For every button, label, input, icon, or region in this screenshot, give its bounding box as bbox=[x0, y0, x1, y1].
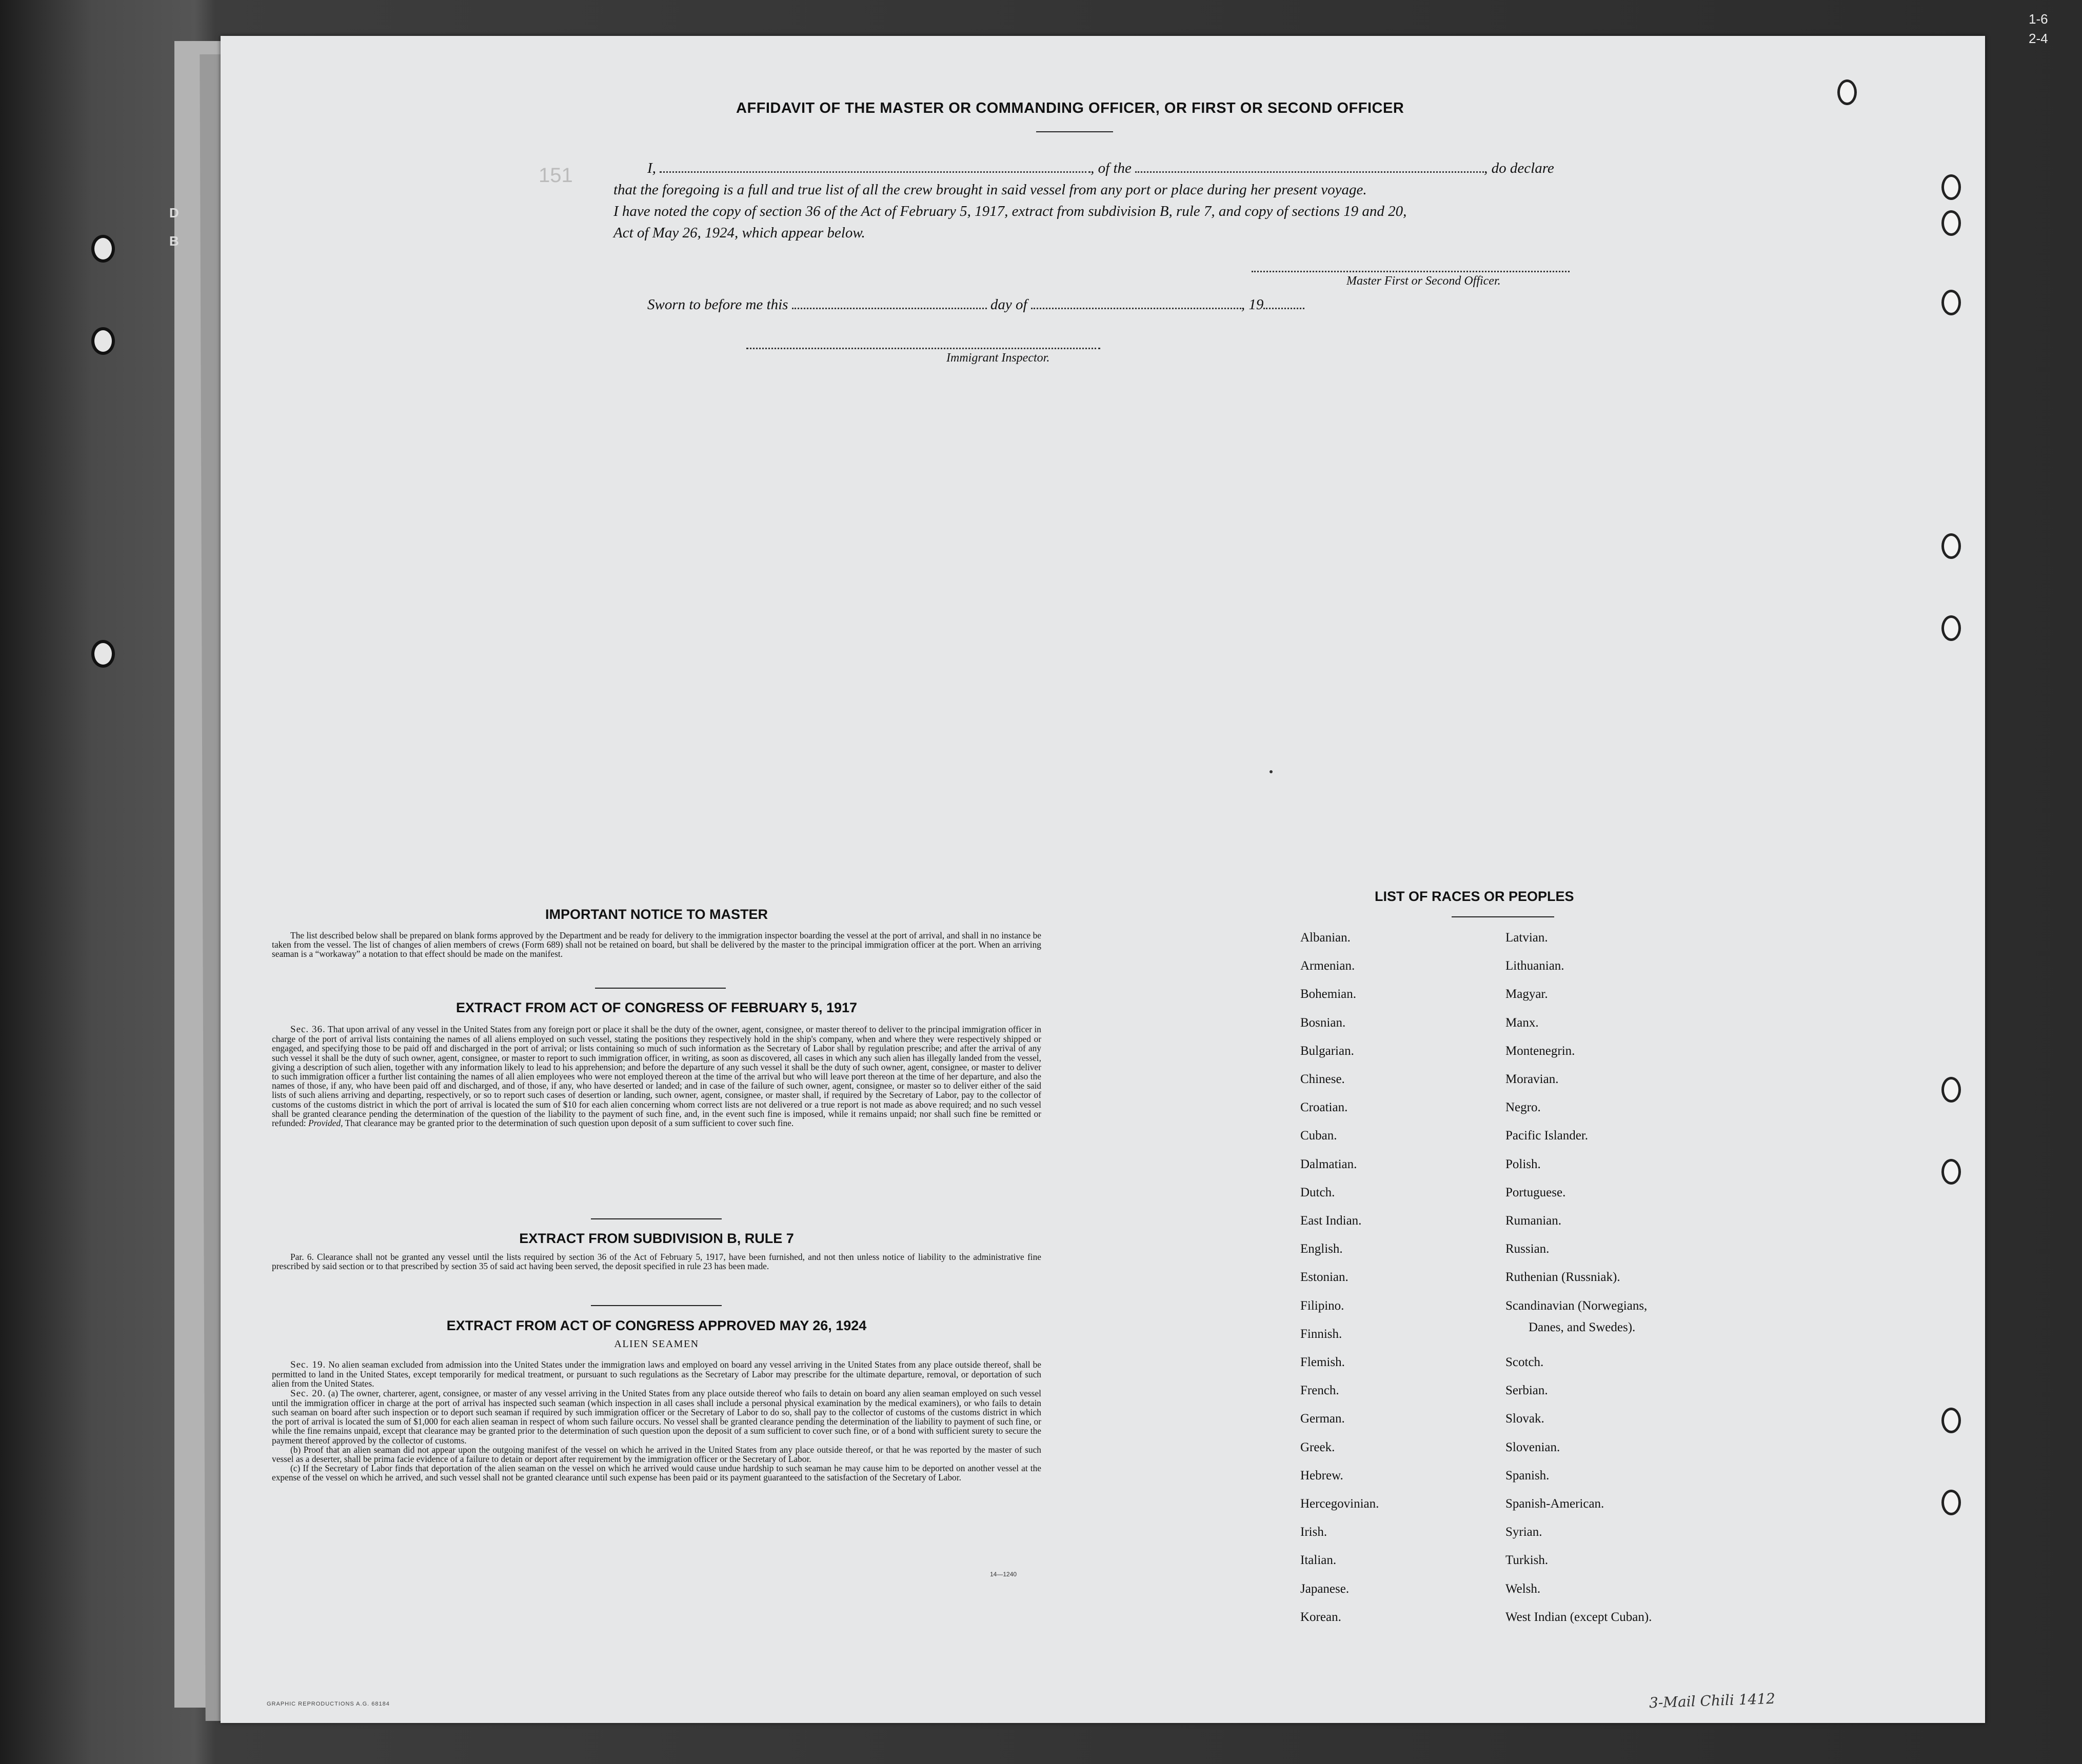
side-letter-d: D bbox=[169, 205, 179, 221]
race-item: Magyar. bbox=[1505, 987, 1548, 1001]
race-item: Moravian. bbox=[1505, 1072, 1559, 1086]
affidavit-line-2: that the foregoing is a full and true list of all the crew brought in said vessel from any port or place during her present voyage. bbox=[613, 182, 1367, 198]
race-item: Croatian. bbox=[1300, 1100, 1348, 1114]
sworn-line: Sworn to before me this day of , 19 bbox=[647, 296, 1304, 313]
rule7-title: EXTRACT FROM SUBDIVISION B, RULE 7 bbox=[519, 1231, 794, 1246]
race-item: French. bbox=[1300, 1384, 1339, 1397]
binder-hole bbox=[91, 640, 115, 668]
race-item: Polish. bbox=[1505, 1157, 1541, 1171]
race-item: Estonian. bbox=[1300, 1270, 1349, 1284]
corner-note: 1-6 bbox=[2029, 11, 2048, 27]
punch-hole bbox=[1941, 615, 1961, 641]
extract-1917-title: EXTRACT FROM ACT OF CONGRESS OF FEBRUARY 5, 1917 bbox=[455, 1000, 858, 1015]
race-item: Irish. bbox=[1300, 1525, 1327, 1539]
master-signature-line[interactable] bbox=[1252, 271, 1570, 272]
race-item: East Indian. bbox=[1300, 1214, 1362, 1228]
race-item: Pacific Islander. bbox=[1505, 1129, 1589, 1142]
race-item: Slovak. bbox=[1505, 1412, 1544, 1426]
sworn-day-blank[interactable] bbox=[792, 306, 987, 309]
section-rule bbox=[591, 1218, 722, 1219]
punch-hole bbox=[1941, 1159, 1961, 1185]
punch-hole bbox=[1941, 1077, 1961, 1102]
race-item: Manx. bbox=[1505, 1016, 1539, 1030]
master-signature-caption: Master First or Second Officer. bbox=[1346, 274, 1501, 288]
section-rule bbox=[591, 1305, 722, 1306]
race-item-scandinavian-cont: Danes, and Swedes). bbox=[1529, 1320, 1636, 1334]
race-item: Russian. bbox=[1505, 1242, 1550, 1256]
race-item: Bulgarian. bbox=[1300, 1044, 1354, 1058]
punch-hole bbox=[1941, 533, 1961, 559]
race-item: Latvian. bbox=[1505, 931, 1548, 945]
notice-text: The list described below shall be prepared on blank forms approved by the Department and be ready for delivery to the immigration inspector boarding the vessel at the port of arrival, and shall in no instance be taken from the vessel. The list of changes of alien members of crews (Form 689) shall not be retained on board, but shall be delivered by the master to the principal immigration officer at the port. When an arriving seaman is a “workaway” a notation to that effect should be made on the manifest. bbox=[272, 930, 1041, 959]
race-item: Ruthenian (Russniak). bbox=[1505, 1270, 1620, 1284]
sworn-year-blank[interactable] bbox=[1263, 306, 1304, 309]
race-item: Syrian. bbox=[1505, 1525, 1542, 1539]
binder-hole bbox=[91, 235, 115, 263]
name-blank[interactable] bbox=[660, 169, 1090, 173]
form-code: 14—1240 bbox=[990, 1571, 1017, 1578]
punch-hole bbox=[1941, 210, 1961, 236]
race-item: Flemish. bbox=[1300, 1355, 1345, 1369]
race-item: Scotch. bbox=[1505, 1355, 1544, 1369]
punch-hole bbox=[1941, 1408, 1961, 1433]
title-rule bbox=[1036, 131, 1113, 132]
race-item: Spanish. bbox=[1505, 1469, 1550, 1482]
sworn-month-blank[interactable] bbox=[1031, 306, 1241, 309]
side-letter-b: B bbox=[169, 233, 179, 249]
punch-hole bbox=[1941, 174, 1961, 200]
binder-hole bbox=[91, 327, 115, 355]
race-item: Chinese. bbox=[1300, 1072, 1345, 1086]
race-item: Hebrew. bbox=[1300, 1469, 1343, 1482]
race-item: Korean. bbox=[1300, 1610, 1341, 1624]
race-item: Bohemian. bbox=[1300, 987, 1357, 1001]
race-item: Slovenian. bbox=[1505, 1440, 1560, 1454]
race-item: Dutch. bbox=[1300, 1186, 1335, 1199]
corner-note: 2-4 bbox=[2029, 31, 2048, 46]
punch-hole bbox=[1837, 79, 1857, 105]
race-item: Greek. bbox=[1300, 1440, 1335, 1454]
race-item: Italian. bbox=[1300, 1553, 1337, 1567]
section-rule bbox=[595, 988, 726, 989]
faded-stamp-number: 151 bbox=[539, 164, 573, 187]
inspector-signature-caption: Immigrant Inspector. bbox=[946, 351, 1050, 365]
printer-mark: GRAPHIC REPRODUCTIONS A.G. 68184 bbox=[267, 1701, 390, 1707]
alien-seamen-subtitle: ALIEN SEAMEN bbox=[614, 1338, 699, 1350]
race-item: Serbian. bbox=[1505, 1384, 1548, 1397]
race-item: Bosnian. bbox=[1300, 1016, 1346, 1030]
race-item: English. bbox=[1300, 1242, 1343, 1256]
race-item: Japanese. bbox=[1300, 1582, 1350, 1596]
race-item: Montenegrin. bbox=[1505, 1044, 1575, 1058]
affidavit-line-4: Act of May 26, 1924, which appear below. bbox=[613, 225, 865, 241]
punch-hole bbox=[1941, 290, 1961, 315]
race-item: Negro. bbox=[1505, 1100, 1541, 1114]
punch-hole bbox=[1941, 1490, 1961, 1515]
race-item: Filipino. bbox=[1300, 1299, 1344, 1313]
race-item: Finnish. bbox=[1300, 1327, 1342, 1341]
race-item: Spanish-American. bbox=[1505, 1497, 1604, 1511]
race-item: Welsh. bbox=[1505, 1582, 1541, 1596]
extract-1917-text: Sec. 36. That upon arrival of any vessel in the United States from any foreign port or place it shall be the duty of the owner, agent, consignee, or master thereof to deliver to the principal immigration officer in charge of the port of arrival lists containing the names of all aliens employed on such vessel, stating the positions they respectively hold in the ship's company, when and where they were respectively shipped or engaged, and specifying those to be paid off and discharged in the port of arrival; or lists containing so much of such information as the Secretary of Labor shall by regulation prescribe; and after the arrival of any such vessel it shall be the duty of such owner, agent, consignee, or master to report to such immigration officer, in writing, as soon as discovered, all cases in which any such alien has illegally landed from the vessel, giving a description of such alien, together with any information likely to lead to his apprehension; and before the departure of any such vessel it shall be the duty of such owner, agent, consignee, or master to deliver to such immigration officer a further list containing the names of all alien employees who were not employed thereon at the time of the arrival but who will leave port thereon at the time of her departure, and also the names of those, if any, who have been paid off and discharged, and of those, if any, who have deserted or landed; and in case of the failure of such owner, agent, consignee, or master so to deliver either of the said lists of such aliens arriving and departing, respectively, or so to report such cases of desertion or landing, such owner, agent, consignee, or master shall, if required by the Secretary of Labor, pay to the collector of customs of the customs district in which the port of arrival is located the sum of $10 for each alien concerning whom correct lists are not delivered or a true report is not made as above required; and no such vessel shall be granted clearance pending the determination of the question of the liability to the payment of such fine, and, in the event such fine is imposed, while it remains unpaid; nor shall such fine be remitted or refunded: Provided, That clearance may be granted prior to the determination of such question upon deposit of a sum sufficient to cover such fine. bbox=[272, 1024, 1041, 1129]
extract-1924-title: EXTRACT FROM ACT OF CONGRESS APPROVED MAY 26, 1924 bbox=[446, 1318, 867, 1333]
race-item: Rumanian. bbox=[1505, 1214, 1562, 1228]
extract-1924-text: Sec. 19. No alien seaman excluded from admission into the United States under the immigration laws and employed on board any vessel arriving in the United States from any place outside thereof, shall be permitted to land in the United States, except temporarily for medical treatment, or pursuant to such regulations as the Secretary of Labor may prescribe for the ultimate departure, removal, or deportation of such alien from the United States. Sec. 20. (a) The owner, charterer, agent, consignee, or master of any vessel arriving in the United States from any place outside thereof who fails to detain on board any alien seaman employed on such vessel until the immigration officer in charge at the port of arrival has inspected such seaman (which inspection in all cases shall include a personal physical examination by the medical examiners), or who fails to detain such seaman on board after such inspection or to deport such seaman if required by such immigration officer or the Secretary of Labor to do so, shall pay to the collector of customs of the customs district in which the port of arrival is located the sum of $1,000 for each alien seaman in respect of whom such failure occurs. No vessel shall be granted clearance pending the determination of the liability to payment of such fine, or while the fine remains unpaid, except that clearance may be granted prior to the determination of such question upon the deposit of a sum sufficient to cover such fine, or of a bond with sufficient surety to secure the payment thereof approved by the collector of customs. (b) Proof that an alien seaman did not appear upon the outgoing manifest of the vessel on which he arrived in the United States from any place outside thereof, or that he was reported by the master of such vessel as a deserter, shall be prima facie evidence of a failure to detain or deport after requirement by the immigration officer or the Secretary of Labor. (c) If the Secretary of Labor finds that deportation of the alien seaman on the vessel on which he arrived would cause undue hardship to such seaman he may cause him to be deported on another vessel at the expense of the vessel on which he arrived, and such vessel shall not be granted clearance until such expense has been paid or its payment guaranteed to the satisfaction of the Secretary of Labor. bbox=[272, 1359, 1041, 1483]
inspector-signature-line[interactable] bbox=[746, 348, 1100, 349]
race-item: Armenian. bbox=[1300, 959, 1355, 973]
affidavit-title: AFFIDAVIT OF THE MASTER OR COMMANDING OFFICER, OR FIRST OR SECOND OFFICER bbox=[736, 100, 1404, 116]
races-title-rule bbox=[1452, 916, 1554, 917]
rule7-text: Par. 6. Clearance shall not be granted any vessel until the lists required by section 36 of the Act of February 5, 1917, have been furnished, and not then unless notice of liability to the administrative fine prescribed by said section or to that prescribed by section 35 of said act having been served, the deposit specified in rule 23 has been made. bbox=[272, 1252, 1041, 1272]
race-item: Lithuanian. bbox=[1505, 959, 1564, 973]
race-item: West Indian (except Cuban). bbox=[1505, 1610, 1652, 1624]
race-item: Portuguese. bbox=[1505, 1186, 1566, 1199]
race-item: Scandinavian (Norwegians, bbox=[1505, 1299, 1648, 1313]
race-item: Cuban. bbox=[1300, 1129, 1337, 1142]
affidavit-line-1: I, , of the , do declare bbox=[647, 160, 1554, 176]
race-item: Dalmatian. bbox=[1300, 1157, 1357, 1171]
race-item: Albanian. bbox=[1300, 931, 1351, 945]
race-item: German. bbox=[1300, 1412, 1345, 1426]
vessel-blank[interactable] bbox=[1135, 169, 1484, 173]
races-title: LIST OF RACES OR PEOPLES bbox=[1375, 889, 1574, 904]
affidavit-line-3: I have noted the copy of section 36 of the Act of February 5, 1917, extract from subdivision B, rule 7, and copy of sections 19 and 20, bbox=[613, 203, 1407, 219]
race-item: Hercegovinian. bbox=[1300, 1497, 1379, 1511]
notice-title: IMPORTANT NOTICE TO MASTER bbox=[545, 907, 768, 922]
stray-mark bbox=[1270, 770, 1273, 773]
handwritten-note: 3-Mail Chili 1412 bbox=[1649, 1690, 1776, 1712]
race-item: Turkish. bbox=[1505, 1553, 1549, 1567]
